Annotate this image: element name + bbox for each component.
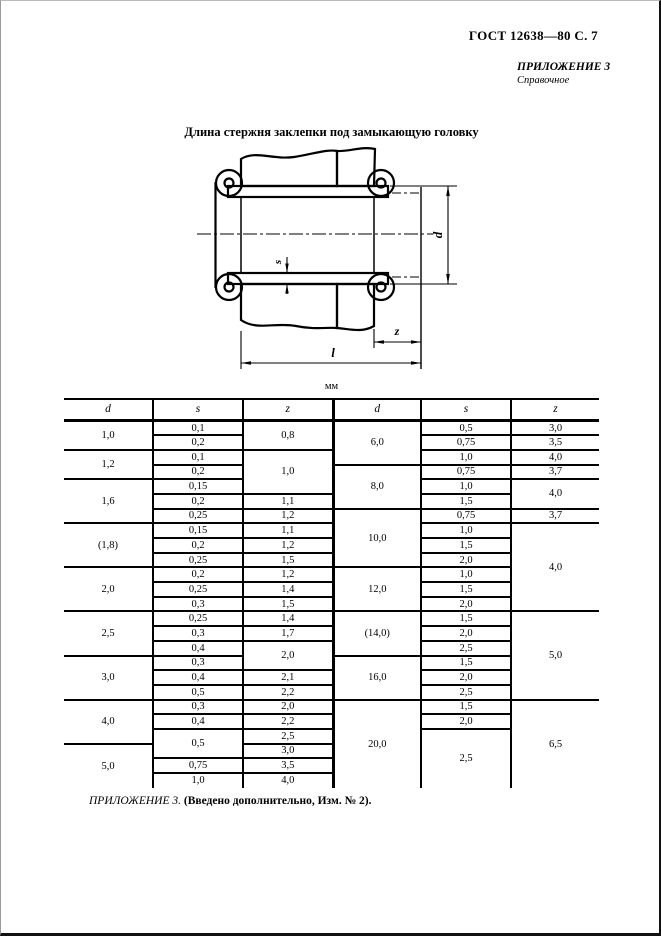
annex-type: Справочное: [517, 75, 570, 86]
footer-note: [89, 795, 371, 807]
table-cell: 2,0: [421, 553, 511, 568]
table-cell: 1,5: [421, 611, 511, 626]
l-arrow-left: [241, 361, 251, 365]
page-title: Длина стержня заклепки под замыкающую головку: [184, 125, 479, 139]
table-cell: 10,0: [333, 509, 421, 568]
d-dimension-label: d: [430, 231, 445, 239]
table-cell: 4,0: [243, 773, 333, 788]
table-cell: 0,25: [153, 582, 243, 597]
table-cell: 16,0: [333, 656, 421, 700]
rivet-dimension-table: [64, 398, 599, 788]
table-cell: 0,75: [421, 509, 511, 524]
table-cell: 0,4: [153, 641, 243, 656]
table-cell: 0,25: [153, 509, 243, 524]
table-cell: 1,0: [243, 450, 333, 494]
table-cell: 1,5: [243, 597, 333, 612]
rivet-curl-bottom-right: [368, 274, 394, 300]
z-arrow-left: [374, 340, 384, 344]
table-cell: 2,0: [243, 700, 333, 715]
table-cell: 1,0: [421, 450, 511, 465]
column-header: z: [243, 399, 333, 421]
table-cell: 0,3: [153, 656, 243, 671]
l-arrow-right: [411, 361, 421, 365]
table-cell: 12,0: [333, 567, 421, 611]
rivet-wall-top: [228, 186, 388, 197]
table-cell: 1,0: [421, 479, 511, 494]
table-cell: 0,15: [153, 479, 243, 494]
table-cell: 0,75: [421, 465, 511, 480]
table-cell: 1,5: [421, 700, 511, 715]
annex-block: [517, 61, 610, 87]
table-cell: 1,2: [243, 567, 333, 582]
table-cell: 1,5: [421, 538, 511, 553]
table-cell: 0,2: [153, 465, 243, 480]
table-cell: 0,3: [153, 700, 243, 715]
table-cell: 0,1: [153, 421, 243, 436]
table-cell: 4,0: [511, 479, 599, 508]
table-cell: (1,8): [64, 523, 153, 567]
table-cell: 2,0: [421, 626, 511, 641]
column-header: s: [421, 399, 511, 421]
table-cell: 0,5: [421, 421, 511, 436]
column-header: d: [64, 399, 153, 421]
s-arrow-up: [285, 284, 288, 294]
table-cell: (14,0): [333, 611, 421, 655]
units-label: мм: [324, 381, 339, 392]
l-dimension-label: l: [331, 345, 335, 360]
table-header-row: [64, 399, 599, 421]
table-cell: 3,0: [511, 421, 599, 436]
table-body: [64, 421, 599, 788]
table-cell: 2,5: [243, 729, 333, 744]
table-cell: 0,75: [153, 758, 243, 773]
table-cell: 0,2: [153, 494, 243, 509]
table-cell: 2,0: [421, 670, 511, 685]
z-arrow-right: [411, 340, 421, 344]
table-cell: 0,15: [153, 523, 243, 538]
table-cell: 0,4: [153, 714, 243, 729]
table-cell: 1,5: [243, 553, 333, 568]
top-plate-left: [241, 151, 337, 186]
table-cell: 4,0: [511, 523, 599, 611]
table-cell: 3,7: [511, 509, 599, 524]
bottom-plate-left: [241, 284, 337, 328]
table-cell: 0,2: [153, 538, 243, 553]
table-cell: 1,0: [153, 773, 243, 788]
table-cell: 0,75: [421, 435, 511, 450]
table-cell: 6,0: [333, 421, 421, 465]
table-cell: 1,5: [421, 656, 511, 671]
table-cell: 1,5: [421, 494, 511, 509]
column-header: s: [153, 399, 243, 421]
column-header: z: [511, 399, 599, 421]
table-cell: 1,1: [243, 494, 333, 509]
column-header: d: [333, 399, 421, 421]
table-cell: 4,0: [511, 450, 599, 465]
table-cell: 1,0: [421, 523, 511, 538]
table-cell: 1,7: [243, 626, 333, 641]
table-cell: 2,0: [243, 641, 333, 670]
table-cell: 1,0: [64, 421, 153, 450]
table-cell: 2,5: [421, 729, 511, 788]
table-cell: 1,2: [243, 509, 333, 524]
gost-number-header: ГОСТ 12638—80 С. 7: [468, 28, 598, 43]
table-cell: 1,5: [421, 582, 511, 597]
table-cell: 0,1: [153, 450, 243, 465]
rivet-drawing: [186, 141, 471, 381]
table-cell: 1,4: [243, 611, 333, 626]
table-cell: 2,2: [243, 685, 333, 700]
rivet-curl-top-right: [368, 170, 394, 196]
table-cell: 3,7: [511, 465, 599, 480]
table-cell: 5,0: [64, 744, 153, 788]
table-cell: 3,5: [243, 758, 333, 773]
table-cell: 4,0: [64, 700, 153, 744]
table-cell: 2,0: [421, 597, 511, 612]
footer-amendment-note: (Введено дополнительно, Изм. № 2).: [183, 795, 372, 807]
table-cell: 8,0: [333, 465, 421, 509]
table-cell: 0,3: [153, 597, 243, 612]
table-cell: 2,5: [421, 685, 511, 700]
table-cell: 20,0: [333, 700, 421, 788]
table-cell: 2,1: [243, 670, 333, 685]
table-cell: 0,8: [243, 421, 333, 450]
table-cell: 5,0: [511, 611, 599, 699]
table-cell: 3,0: [243, 744, 333, 759]
s-dimension-label: s: [272, 259, 284, 265]
table-cell: 2,5: [421, 641, 511, 656]
table-cell: 2,2: [243, 714, 333, 729]
rivet-wall-bottom: [228, 273, 388, 284]
d-arrow-up: [446, 186, 450, 196]
table-cell: 0,3: [153, 626, 243, 641]
annex-label: ПРИЛОЖЕНИЕ 3: [517, 61, 611, 73]
table-cell: 0,2: [153, 435, 243, 450]
table-cell: 1,2: [64, 450, 153, 479]
table-cell: 2,5: [64, 611, 153, 655]
table-cell: 3,0: [64, 656, 153, 700]
table-cell: 6,5: [511, 700, 599, 788]
z-dimension-label: z: [394, 324, 400, 338]
table-cell: 1,2: [243, 538, 333, 553]
table-cell: 0,25: [153, 553, 243, 568]
table-cell: 1,4: [243, 582, 333, 597]
table-cell: 0,25: [153, 611, 243, 626]
table-cell: 0,2: [153, 567, 243, 582]
d-arrow-down: [446, 274, 450, 284]
table-cell: 3,5: [511, 435, 599, 450]
table-cell: 1,1: [243, 523, 333, 538]
table-cell: 2,0: [421, 714, 511, 729]
table-cell: 2,0: [64, 567, 153, 611]
s-arrow-down: [285, 264, 288, 274]
table-cell: 0,5: [153, 685, 243, 700]
table-cell: 0,5: [153, 729, 243, 758]
table-cell: 0,4: [153, 670, 243, 685]
table-cell: 1,0: [421, 567, 511, 582]
table-cell: 1,6: [64, 479, 153, 523]
footer-annex-ref: ПРИЛОЖЕНИЕ 3.: [89, 795, 181, 807]
